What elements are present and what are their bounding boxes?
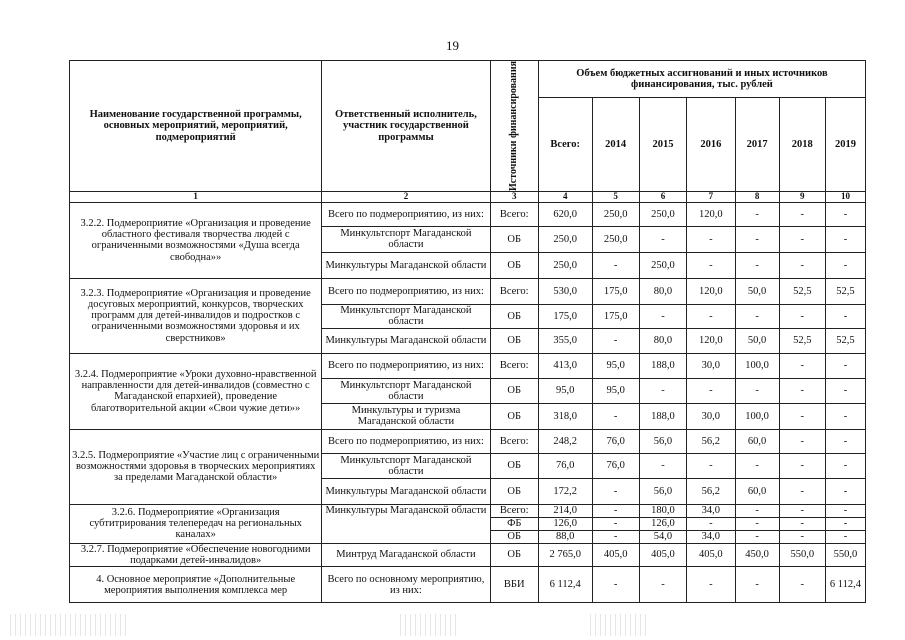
amount-cell: 120,0 xyxy=(687,328,735,353)
table-row xyxy=(70,278,866,304)
amount-cell: - xyxy=(779,453,825,478)
amount-cell: - xyxy=(825,304,865,328)
header-executor: Ответственный исполнитель, участник государственной программы xyxy=(322,61,490,192)
measure-name-cell: 3.2.6. Подмероприятие «Организация субтитрирования телепередач на региональных каналах» xyxy=(70,504,322,543)
amount-cell: - xyxy=(735,252,779,278)
measure-name-cell: 3.2.5. Подмероприятие «Участие лиц с ограниченными возможностями здоровья в творческих мероприятиях за пределами Магаданской области» xyxy=(70,429,322,504)
amount-cell: - xyxy=(592,517,639,530)
amount-cell: 172,2 xyxy=(538,478,592,504)
amount-cell: 76,0 xyxy=(592,429,639,453)
amount-cell: - xyxy=(735,378,779,403)
executor-cell: Минтруд Магаданской области xyxy=(322,543,490,566)
executor-cell: Минкультуры Магаданской области xyxy=(322,328,490,353)
amount-cell: 250,0 xyxy=(639,202,686,226)
source-cell: ОБ xyxy=(490,403,538,429)
amount-cell: 76,0 xyxy=(538,453,592,478)
amount-cell: 88,0 xyxy=(538,530,592,543)
amount-cell: - xyxy=(592,403,639,429)
amount-cell: 30,0 xyxy=(687,353,735,378)
amount-cell: - xyxy=(825,429,865,453)
amount-cell: 250,0 xyxy=(639,252,686,278)
executor-cell: Всего по основному мероприятию, из них: xyxy=(322,567,490,603)
amount-cell: 34,0 xyxy=(687,504,735,517)
amount-cell: 52,5 xyxy=(779,328,825,353)
amount-cell: 620,0 xyxy=(538,202,592,226)
amount-cell: 248,2 xyxy=(538,429,592,453)
amount-cell: 50,0 xyxy=(735,328,779,353)
amount-cell: 120,0 xyxy=(687,202,735,226)
column-index: 9 xyxy=(779,191,825,202)
column-index: 8 xyxy=(735,191,779,202)
amount-cell: 175,0 xyxy=(592,304,639,328)
amount-cell: - xyxy=(779,567,825,603)
amount-cell: - xyxy=(687,378,735,403)
amount-cell: - xyxy=(779,252,825,278)
amount-cell: 34,0 xyxy=(687,530,735,543)
amount-cell: - xyxy=(779,202,825,226)
executor-cell: Минкультспорт Магаданской области xyxy=(322,304,490,328)
amount-cell: - xyxy=(735,304,779,328)
column-index: 5 xyxy=(592,191,639,202)
amount-cell: - xyxy=(687,453,735,478)
amount-cell: - xyxy=(825,453,865,478)
amount-cell: - xyxy=(592,328,639,353)
amount-cell: - xyxy=(687,304,735,328)
amount-cell: 30,0 xyxy=(687,403,735,429)
source-cell: ФБ xyxy=(490,517,538,530)
amount-cell: 56,2 xyxy=(687,478,735,504)
executor-cell: Всего по подмероприятию, из них: xyxy=(322,278,490,304)
amount-cell: - xyxy=(825,478,865,504)
executor-cell: Минкультспорт Магаданской области xyxy=(322,226,490,252)
amount-cell: 175,0 xyxy=(592,278,639,304)
source-cell: ОБ xyxy=(490,478,538,504)
amount-cell: - xyxy=(592,567,639,603)
executor-cell: Всего по подмероприятию, из них: xyxy=(322,353,490,378)
source-cell: Всего: xyxy=(490,353,538,378)
amount-cell: 6 112,4 xyxy=(538,567,592,603)
executor-cell: Минкультуры Магаданской области xyxy=(322,252,490,278)
table-body xyxy=(70,202,866,602)
amount-cell: 250,0 xyxy=(538,252,592,278)
amount-cell: 6 112,4 xyxy=(825,567,865,603)
header-name: Наименование государственной программы, основных мероприятий, мероприятий, подмероприятий xyxy=(70,61,322,192)
amount-cell: 405,0 xyxy=(592,543,639,566)
amount-cell: 52,5 xyxy=(825,328,865,353)
amount-cell: - xyxy=(639,378,686,403)
amount-cell: 405,0 xyxy=(639,543,686,566)
amount-cell: 188,0 xyxy=(639,353,686,378)
amount-cell: 54,0 xyxy=(639,530,686,543)
amount-cell: 95,0 xyxy=(538,378,592,403)
executor-cell: Минкультуры и туризма Магаданской области xyxy=(322,403,490,429)
source-cell: ОБ xyxy=(490,226,538,252)
amount-cell: - xyxy=(779,517,825,530)
source-cell: ОБ xyxy=(490,252,538,278)
executor-cell: Минкультспорт Магаданской области xyxy=(322,453,490,478)
header-year: 2018 xyxy=(779,97,825,191)
measure-name-cell: 3.2.3. Подмероприятие «Организация и проведение досуговых мероприятий, конкурсов, творческих программ для детей-инвалидов и подростков с ограниченными возможностями здоровья и их сверстников» xyxy=(70,278,322,353)
table-row xyxy=(70,429,866,453)
column-index: 3 xyxy=(490,191,538,202)
amount-cell: - xyxy=(779,304,825,328)
amount-cell: 175,0 xyxy=(538,304,592,328)
amount-cell: 56,0 xyxy=(639,478,686,504)
table-row xyxy=(70,202,866,226)
amount-cell: - xyxy=(825,403,865,429)
amount-cell: 188,0 xyxy=(639,403,686,429)
amount-cell: - xyxy=(779,353,825,378)
amount-cell: 250,0 xyxy=(592,202,639,226)
column-index: 6 xyxy=(639,191,686,202)
amount-cell: - xyxy=(639,226,686,252)
amount-cell: - xyxy=(735,226,779,252)
amount-cell: - xyxy=(735,453,779,478)
amount-cell: 52,5 xyxy=(825,278,865,304)
amount-cell: 100,0 xyxy=(735,353,779,378)
source-cell: ВБИ xyxy=(490,567,538,603)
column-index: 2 xyxy=(322,191,490,202)
amount-cell: 95,0 xyxy=(592,378,639,403)
column-index: 7 xyxy=(687,191,735,202)
column-index: 1 xyxy=(70,191,322,202)
amount-cell: 126,0 xyxy=(639,517,686,530)
amount-cell: 95,0 xyxy=(592,353,639,378)
table-row xyxy=(70,543,866,566)
amount-cell: - xyxy=(825,517,865,530)
amount-cell: 100,0 xyxy=(735,403,779,429)
amount-cell: - xyxy=(735,517,779,530)
amount-cell: 2 765,0 xyxy=(538,543,592,566)
scan-noise xyxy=(10,614,130,636)
amount-cell: 126,0 xyxy=(538,517,592,530)
source-cell: Всего: xyxy=(490,429,538,453)
table-row xyxy=(70,504,866,517)
amount-cell: 50,0 xyxy=(735,278,779,304)
amount-cell: - xyxy=(592,478,639,504)
source-cell: ОБ xyxy=(490,543,538,566)
amount-cell: 60,0 xyxy=(735,429,779,453)
amount-cell: 80,0 xyxy=(639,328,686,353)
amount-cell: 318,0 xyxy=(538,403,592,429)
amount-cell: 56,2 xyxy=(687,429,735,453)
amount-cell: - xyxy=(639,567,686,603)
header-year: 2014 xyxy=(592,97,639,191)
amount-cell: - xyxy=(735,530,779,543)
header-sources xyxy=(490,61,538,192)
amount-cell: 56,0 xyxy=(639,429,686,453)
source-cell: ОБ xyxy=(490,328,538,353)
amount-cell: - xyxy=(779,478,825,504)
column-index: 10 xyxy=(825,191,865,202)
amount-cell: - xyxy=(639,453,686,478)
amount-cell: 250,0 xyxy=(592,226,639,252)
amount-cell: 120,0 xyxy=(687,278,735,304)
amount-cell: 405,0 xyxy=(687,543,735,566)
scan-noise xyxy=(400,614,460,636)
amount-cell: 60,0 xyxy=(735,478,779,504)
column-index: 4 xyxy=(538,191,592,202)
amount-cell: - xyxy=(825,530,865,543)
amount-cell: 550,0 xyxy=(779,543,825,566)
measure-name-cell: 3.2.7. Подмероприятие «Обеспечение новогодними подарками детей-инвалидов» xyxy=(70,543,322,566)
amount-cell: - xyxy=(687,226,735,252)
amount-cell: - xyxy=(779,403,825,429)
amount-cell: 80,0 xyxy=(639,278,686,304)
header-year: Всего: xyxy=(538,97,592,191)
header-year: 2016 xyxy=(687,97,735,191)
source-cell: Всего: xyxy=(490,278,538,304)
amount-cell: 530,0 xyxy=(538,278,592,304)
page-number: 19 xyxy=(446,38,459,53)
amount-cell: 250,0 xyxy=(538,226,592,252)
table-row xyxy=(70,567,866,603)
amount-cell: - xyxy=(825,226,865,252)
amount-cell: - xyxy=(735,202,779,226)
column-index-row xyxy=(70,191,866,202)
amount-cell: 450,0 xyxy=(735,543,779,566)
amount-cell: - xyxy=(639,304,686,328)
executor-cell: Всего по подмероприятию, из них: xyxy=(322,202,490,226)
header-year: 2019 xyxy=(825,97,865,191)
amount-cell: - xyxy=(825,378,865,403)
amount-cell: - xyxy=(687,252,735,278)
amount-cell: 355,0 xyxy=(538,328,592,353)
amount-cell: 413,0 xyxy=(538,353,592,378)
source-cell: Всего: xyxy=(490,504,538,517)
amount-cell: - xyxy=(779,530,825,543)
amount-cell: - xyxy=(825,504,865,517)
amount-cell: 180,0 xyxy=(639,504,686,517)
amount-cell: - xyxy=(592,504,639,517)
amount-cell: - xyxy=(735,567,779,603)
amount-cell: - xyxy=(779,378,825,403)
amount-cell: - xyxy=(687,517,735,530)
amount-cell: - xyxy=(825,202,865,226)
amount-cell: - xyxy=(735,504,779,517)
source-cell: ОБ xyxy=(490,304,538,328)
source-cell: ОБ xyxy=(490,453,538,478)
amount-cell: - xyxy=(687,567,735,603)
table-row xyxy=(70,353,866,378)
header-year: 2015 xyxy=(639,97,686,191)
executor-cell: Всего по подмероприятию, из них: xyxy=(322,429,490,453)
source-cell: Всего: xyxy=(490,202,538,226)
amount-cell: 550,0 xyxy=(825,543,865,566)
budget-table xyxy=(69,60,866,603)
executor-cell: Минкультуры Магаданской области xyxy=(322,478,490,504)
measure-name-cell: 3.2.4. Подмероприятие «Уроки духовно-нравственной направленности для детей-инвалидов (совместно с Магаданской епархией), проведение благотворительной акции «Свои чужие дети»» xyxy=(70,353,322,429)
source-cell: ОБ xyxy=(490,530,538,543)
amount-cell: 214,0 xyxy=(538,504,592,517)
amount-cell: - xyxy=(825,353,865,378)
amount-cell: - xyxy=(592,530,639,543)
scan-noise xyxy=(590,614,650,636)
header-year: 2017 xyxy=(735,97,779,191)
amount-cell: - xyxy=(825,252,865,278)
source-cell: ОБ xyxy=(490,378,538,403)
header-sources-text: Источники финансирования xyxy=(507,61,519,191)
measure-name-cell: 3.2.2. Подмероприятие «Организация и проведение областного фестиваля творчества людей с ограниченными возможностями «Душа всегда свободна»» xyxy=(70,202,322,278)
amount-cell: 76,0 xyxy=(592,453,639,478)
executor-cell: Минкультспорт Магаданской области xyxy=(322,378,490,403)
header-volume: Объем бюджетных ассигнований и иных источников финансирования, тыс. рублей xyxy=(538,61,865,98)
amount-cell: - xyxy=(779,226,825,252)
amount-cell: - xyxy=(779,429,825,453)
amount-cell: - xyxy=(779,504,825,517)
amount-cell: - xyxy=(592,252,639,278)
executor-cell: Минкультуры Магаданской области xyxy=(322,504,490,543)
amount-cell: 52,5 xyxy=(779,278,825,304)
measure-name-cell: 4. Основное мероприятие «Дополнительные мероприятия выполнения комплекса мер xyxy=(70,567,322,603)
